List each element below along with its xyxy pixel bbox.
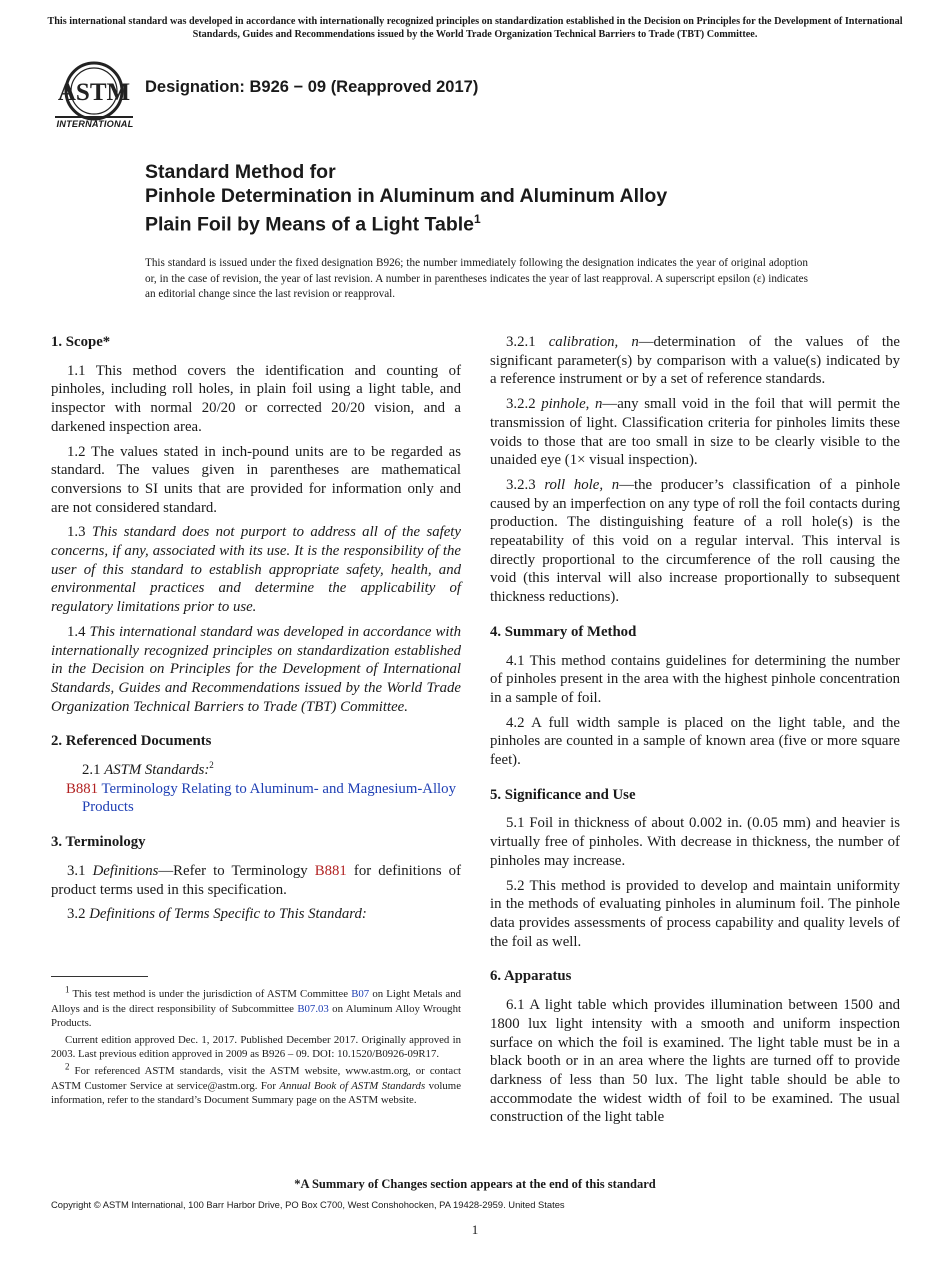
- ref-title-b881[interactable]: Terminology Relating to Aluminum- and Magnesium-Alloy Products: [82, 780, 456, 816]
- footnote-1-b: on Light Metals and Alloys and is the direct responsibility of Subcommittee: [51, 988, 461, 1015]
- paragraph-6-1: 6.1 A light table which provides illumination between 1500 and 1800 lux light intensity with a smooth and uniform inspection surface on which the foil is examined. The light table must be in a black booth or in an area where the lights are turned off to provide darkness of less than 50 lux. The light table should be able to accommodate the widest width of foil to be examined. The usual construction of the light table: [490, 997, 900, 1126]
- footnotes: [51, 984, 461, 1110]
- title-footnote-mark: 1: [474, 212, 481, 226]
- paragraph-3-2-text: Definitions of Terms Specific to This Standard:: [89, 906, 367, 923]
- footnote-1-c: on Aluminum Alloy Wrought Products.: [51, 1002, 461, 1030]
- paragraph-1-4-num: 1.4: [67, 623, 90, 640]
- definition-3-2-1-num: 3.2.1: [506, 334, 549, 350]
- section-heading-referenced: 2. Referenced Documents: [51, 733, 212, 750]
- definition-3-2-1-term: calibration, n: [548, 334, 639, 350]
- footnote-1-mark: 1: [65, 984, 70, 995]
- link-b881[interactable]: B881: [314, 862, 347, 879]
- right-column: [490, 333, 900, 1133]
- definition-3-2-2: [490, 395, 900, 470]
- reference-entry-b881: [51, 780, 461, 817]
- definition-3-2-2-term: pinhole, n: [541, 396, 603, 413]
- definition-3-2-2-num: 3.2.2: [506, 396, 542, 413]
- definition-3-2-2-text: —any small void in the foil that will permit the transmission of light. Classification criteria for pinholes limits these voids to those that are too small in size to be clearly visible to the unaided eye (1× visual inspection).: [490, 396, 900, 469]
- definition-3-2-3-num: 3.2.3: [506, 476, 545, 493]
- issued-note: This standard is issued under the fixed designation B926; the number immediately following the designation indicates the year of original adoption or, in the case of revision, the year of last revision. A number in parentheses indicates the year of last reapproval. A superscript epsilon (ε) indicates an editorial change since the last revision or reapproval.: [145, 257, 808, 300]
- link-b07[interactable]: B07: [351, 988, 370, 1000]
- footnote-edition: Current edition approved Dec. 1, 2017. Published December 2017. Originally approved in 2003. Last previous edition approved in 2009 as B926 – 09. DOI: 10.1520/B0926-09R17.: [51, 1033, 461, 1061]
- paragraph-3-2-num: 3.2: [67, 906, 90, 923]
- paragraph-1-4-text: This international standard was developed in accordance with internationally recognized principles on standardization established in the Decision on Principles for the Development of International Standards, Guides and Recommendations issued by the World Trade Organization Technical Barriers to Trade (TBT) Committee.: [51, 623, 461, 715]
- title-line-3-text: Plain Foil by Means of a Light Table: [145, 213, 475, 236]
- footnote-ref-2: 2: [209, 760, 214, 771]
- copyright: Copyright © ASTM International, 100 Barr Harbor Drive, PO Box C700, West Conshohocken, PA 19428-2959. United States: [51, 1199, 565, 1210]
- paragraph-3-1-term: Definitions: [92, 862, 159, 879]
- paragraph-2-1-num: 2.1: [82, 762, 105, 779]
- footnote-2-a: For referenced ASTM standards, visit the ASTM website, www.astm.org, or contact ASTM Customer Service at service@astm.org. For: [51, 1064, 461, 1092]
- paragraph-4-1: 4.1 This method contains guidelines for determining the number of pinholes present in the area with the highest pinhole concentration in a sample of foil.: [490, 652, 900, 706]
- footnote-2-b: volume information, refer to the standard’s Document Summary page on the ASTM website.: [51, 1079, 461, 1107]
- page-number: 1: [471, 1222, 479, 1237]
- definition-3-2-3-term: roll hole, n: [544, 476, 620, 493]
- definition-3-2-1-text: —determination of the values of the significant parameter(s) by comparison with a value(s) indicated by a reference instrument or by a set of reference standards.: [490, 334, 900, 388]
- paragraph-3-1-b: for definitions of product terms used in this specification.: [51, 862, 461, 898]
- paragraph-1-3-text: This standard does not purport to address all of the safety concerns, if any, associated with its use. It is the responsibility of the user of this standard to establish appropriate safety, health, and environmental practices and determine the applicability of regulatory limitations prior to use.: [51, 524, 461, 616]
- wto-notice: This international standard was developed in accordance with internationally recognized principles on standardization established in the Decision on Principles for the Development of International Standards, Guides and Recommendations issued by the World Trade Organization Technical Barriers to Trade (TBT) Committee.: [47, 16, 903, 40]
- definition-3-2-1: [490, 333, 900, 389]
- logo-letters: ASTM: [57, 79, 131, 106]
- footnote-1: [51, 984, 461, 1031]
- title-line-2: Pinhole Determination in Aluminum and Aluminum Alloy: [145, 184, 668, 207]
- section-heading-terminology: 3. Terminology: [51, 834, 146, 851]
- title-line-3: [145, 208, 845, 237]
- footnote-2-italic: Annual Book of ASTM Standards: [279, 1079, 426, 1092]
- paragraph-5-2: 5.2 This method is provided to develop and maintain uniformity in the methods of evaluating pinholes in aluminum foil. The pinhole data provides assessments of process capability and quality levels of the foil as well.: [490, 877, 900, 950]
- paragraph-1-1: 1.1 This method covers the identification and counting of pinholes, including roll holes, in plain foil using a light table, and inspector with normal 20/20 or corrected 20/20 vision, and a darkened inspection area.: [51, 362, 461, 435]
- paragraph-1-3-num: 1.3: [67, 524, 92, 541]
- link-b07-03[interactable]: B07.03: [297, 1002, 329, 1015]
- footnote-1-a: This test method is under the jurisdiction of ASTM Committee: [69, 988, 352, 1000]
- paragraph-3-1-a: —Refer to Terminology: [158, 862, 315, 879]
- title-line-1: Standard Method for: [145, 161, 336, 183]
- paragraph-5-1: 5.1 Foil in thickness of about 0.002 in. (0.05 mm) and heavier is virtually free of pinholes. With decrease in thickness, the number of pinholes may increase.: [490, 815, 900, 869]
- definition-3-2-3-text: —the producer’s classification of a pinhole caused by an imperfection on any type of roll the foil contacts during production. The distinguishing feature of a roll hole(s) is the repeatability of this void on a regular interval. This interval is directly proportional to the circumference of the roll causing the void (this interval will also increase proportionally to subsequent thickness reductions).: [490, 476, 901, 606]
- footnote-divider: [51, 976, 148, 977]
- document-title: [145, 161, 845, 237]
- paragraph-2-1-text: ASTM Standards:: [104, 762, 210, 779]
- paragraph-4-2: 4.2 A full width sample is placed on the light table, and the pinholes are counted in a sample of known area (five or more square feet).: [490, 714, 900, 769]
- footnote-2-mark: 2: [65, 1061, 70, 1072]
- footnote-2: [51, 1061, 461, 1108]
- definition-3-2-3: [490, 476, 900, 607]
- ref-link-b881[interactable]: B881: [66, 780, 99, 797]
- summary-of-changes-note: *A Summary of Changes section appears at the end of this standard: [294, 1177, 656, 1191]
- paragraph-3-2: [51, 905, 461, 924]
- logo-subtext: INTERNATIONAL: [56, 119, 134, 129]
- designation: Designation: B926 − 09 (Reapproved 2017): [145, 78, 479, 96]
- section-heading-significance: 5. Significance and Use: [490, 786, 636, 803]
- paragraph-3-1: [51, 862, 461, 899]
- paragraph-1-4: [51, 623, 461, 717]
- paragraph-3-1-num: 3.1: [67, 862, 93, 879]
- paragraph-1-3: [51, 523, 461, 617]
- section-heading-apparatus: 6. Apparatus: [490, 968, 572, 985]
- section-heading-scope: 1. Scope*: [51, 334, 111, 350]
- section-heading-summary: 4. Summary of Method: [490, 623, 637, 640]
- paragraph-2-1: [51, 761, 461, 780]
- paragraph-1-2: 1.2 The values stated in inch-pound units are to be regarded as standard. The values given in parentheses are mathematical conversions to SI units that are provided for information only and are not considered standard.: [51, 443, 461, 516]
- left-column: [51, 333, 461, 930]
